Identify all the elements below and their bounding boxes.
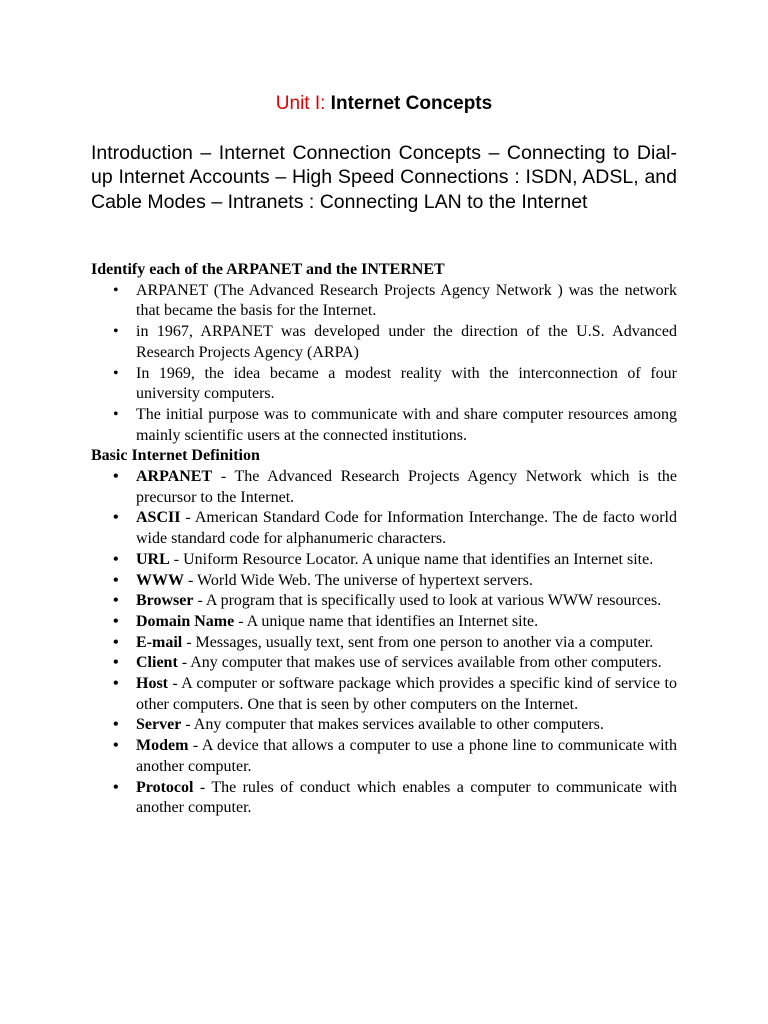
definition-item bbox=[91, 467, 677, 508]
definition-term: ASCII bbox=[136, 509, 181, 527]
definition-term: Protocol bbox=[136, 778, 194, 796]
bullet-icon: • bbox=[113, 323, 119, 341]
bullet-icon: • bbox=[113, 550, 119, 568]
definition-term: Modem bbox=[136, 737, 189, 755]
intro-paragraph: Introduction – Internet Connection Concepts – Connecting to Dial-up Internet Accounts – High Speed Connections : ISDN, ADSL, and Cable Modes – Intranets : Connecting LAN to the Internet bbox=[91, 142, 677, 213]
definition-term: Domain Name bbox=[136, 612, 235, 630]
definition-term: Browser bbox=[136, 592, 194, 610]
definition-text: - A device that allows a computer to use a phone line to communicate with another computer. bbox=[136, 737, 677, 775]
list-item: • in 1967, ARPANET was developed under the direction of the U.S. Advanced Research Projects Agency (ARPA) bbox=[113, 323, 677, 361]
list-item: • ARPANET (The Advanced Research Projects Agency Network ) was the network that became the basis for the Internet. bbox=[113, 281, 677, 320]
bullet-icon: • bbox=[113, 778, 119, 796]
definition-item bbox=[91, 508, 677, 549]
bullet-icon: • bbox=[113, 633, 119, 651]
list-item: • In 1969, the idea became a modest reality with the interconnection of four university computers. bbox=[113, 364, 677, 403]
definition-text: - A program that is specifically used to look at various WWW resources. bbox=[193, 592, 662, 610]
definition-item bbox=[91, 591, 677, 612]
definition-item bbox=[91, 550, 677, 571]
definition-term: E-mail bbox=[136, 633, 183, 651]
bullet-icon: • bbox=[113, 468, 119, 486]
definition-text: - The rules of conduct which enables a computer to communicate with another computer. bbox=[136, 778, 677, 817]
section-heading-definitions: Basic Internet Definition bbox=[91, 447, 260, 465]
bullet-icon: • bbox=[113, 509, 119, 527]
document-body bbox=[91, 260, 677, 819]
definition-term: Client bbox=[136, 654, 178, 672]
definition-item bbox=[91, 736, 677, 777]
definition-term: ARPANET bbox=[136, 468, 213, 486]
bullet-icon: • bbox=[113, 612, 119, 630]
bullet-icon: • bbox=[113, 364, 119, 382]
definition-text: - A unique name that identifies an Internet site. bbox=[234, 612, 539, 630]
bullet-icon: • bbox=[113, 716, 119, 734]
bullet-icon: • bbox=[113, 737, 119, 755]
bullet-icon: • bbox=[113, 654, 119, 672]
title-text: Internet Concepts bbox=[325, 93, 493, 114]
definitions-list bbox=[91, 467, 677, 819]
definition-item bbox=[91, 778, 677, 819]
arpanet-list bbox=[91, 281, 677, 447]
page-title bbox=[0, 92, 768, 116]
definition-text: - Any computer that makes use of services available from other computers. bbox=[177, 654, 662, 672]
definition-term: Server bbox=[136, 716, 182, 734]
definition-text: - World Wide Web. The universe of hypertext servers. bbox=[184, 571, 533, 589]
definition-text: - A computer or software package which provides a specific kind of service to other computers. One that is seen by other computers on the Internet. bbox=[136, 675, 677, 713]
definition-text: - The Advanced Research Projects Agency Network which is the precursor to the Internet. bbox=[136, 468, 677, 506]
definition-item bbox=[91, 612, 677, 633]
definition-text: - Messages, usually text, sent from one person to another via a computer. bbox=[182, 633, 654, 651]
definition-item bbox=[91, 715, 677, 736]
definition-item bbox=[91, 571, 677, 592]
definition-text: - Any computer that makes services available to other computers. bbox=[181, 716, 604, 734]
definition-term: WWW bbox=[136, 571, 184, 589]
definition-item bbox=[91, 633, 677, 654]
definition-term: Host bbox=[136, 675, 168, 693]
list-item: • The initial purpose was to communicate with and share computer resources among mainly scientific users at the connected institutions. bbox=[113, 405, 677, 444]
section-heading-arpanet-internet: Identify each of the ARPANET and the INTERNET bbox=[91, 261, 445, 278]
bullet-icon: • bbox=[113, 571, 119, 589]
bullet-icon: • bbox=[113, 405, 119, 423]
definition-item bbox=[91, 674, 677, 715]
bullet-icon: • bbox=[113, 281, 119, 299]
definition-text: - Uniform Resource Locator. A unique name that identifies an Internet site. bbox=[169, 550, 654, 568]
definition-item bbox=[91, 653, 677, 674]
bullet-icon: • bbox=[113, 675, 119, 693]
bullet-icon: • bbox=[113, 592, 119, 610]
definition-text: - American Standard Code for Information Interchange. The de facto world wide standard code for alphanumeric characters. bbox=[136, 509, 677, 548]
definition-term: URL bbox=[136, 550, 170, 568]
unit-label: Unit I: bbox=[275, 93, 326, 114]
